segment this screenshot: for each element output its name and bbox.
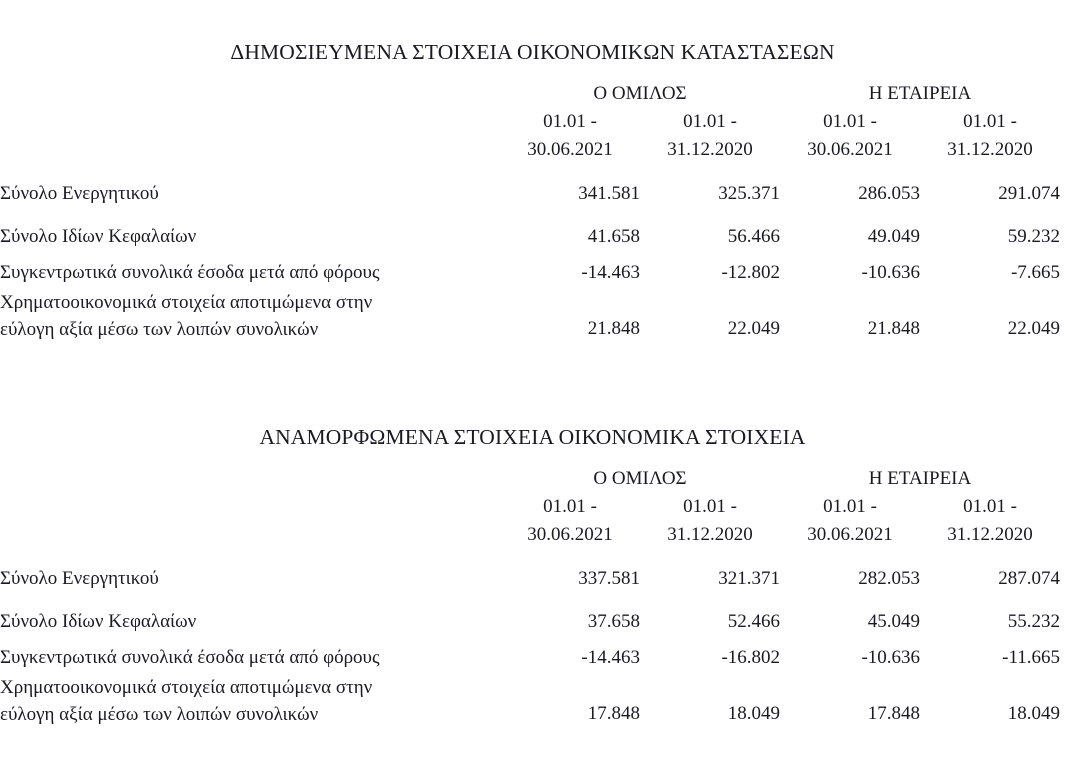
row-value: 56.466: [727, 225, 781, 247]
row-value: 55.232: [1007, 610, 1061, 632]
group-header-spacer: [0, 80, 500, 109]
table-row: [0, 164, 1083, 207]
table-row: [0, 207, 1083, 250]
row-value: 321.371: [718, 567, 781, 589]
group-header-row: [0, 465, 1083, 494]
row-value: 37.658: [587, 610, 640, 632]
table-row: [0, 549, 1083, 592]
period-line2-col4: 31.12.2020: [947, 138, 1033, 160]
row-value: 59.232: [1007, 225, 1061, 247]
period-line1-spacer: [0, 109, 500, 136]
row-value: 22.049: [727, 317, 781, 339]
restated-table-head: [0, 465, 1083, 549]
published-section-title: ΔΗΜΟΣΙΕΥΜΕΝΑ ΣΤΟΙΧΕΙΑ ΟΙΚΟΝΟΜΙΚΩΝ ΚΑΤΑΣΤΑΣΕΩΝ: [230, 40, 835, 64]
group-header-omilos: Ο ΟΜΙΛΟΣ: [593, 83, 687, 105]
row-pad: [1060, 250, 1083, 286]
restated-section-title: ΑΝΑΜΟΡΦΩΜΕΝΑ ΣΤΟΙΧΕΙΑ ΟΙΚΟΝΟΜΙΚΑ ΣΤΟΙΧΕΙΑ: [259, 425, 806, 449]
period-line2-col2: 31.12.2020: [667, 523, 753, 545]
row-pad: [1060, 635, 1083, 671]
period-line2-col1: 30.06.2021: [527, 138, 613, 160]
row-value: -14.463: [581, 646, 640, 668]
restated-financials-section: [0, 425, 1083, 728]
published-table-body: [0, 164, 1083, 343]
row-label-line1: Χρηματοοικονομικά στοιχεία αποτιμώμενα στην: [0, 292, 373, 314]
period-line1-col1: 01.01 -: [543, 110, 597, 132]
row-value: 286.053: [858, 182, 921, 204]
table-row: [0, 592, 1083, 635]
table-row: [0, 671, 1083, 728]
row-value: -11.665: [1002, 646, 1061, 668]
period-line2-spacer: [0, 136, 500, 164]
period-line1-col2: 01.01 -: [683, 110, 737, 132]
group-header-pad: [1060, 465, 1083, 494]
group-header-row: [0, 80, 1083, 109]
row-pad: [1060, 207, 1083, 250]
period-line2-spacer: [0, 521, 500, 549]
row-pad: [1060, 671, 1083, 728]
row-value: -10.636: [861, 646, 921, 668]
row-label-total-assets: Σύνολο Ενεργητικού: [0, 182, 159, 204]
row-value: 287.074: [998, 567, 1061, 589]
period-line1-col3: 01.01 -: [823, 495, 877, 517]
published-financials-section: [0, 40, 1083, 343]
period-line2-pad: [1060, 521, 1083, 549]
restated-table-body: [0, 549, 1083, 728]
period-line1-col4: 01.01 -: [963, 495, 1017, 517]
row-value: -14.463: [581, 261, 640, 283]
row-value: 18.049: [1007, 702, 1061, 724]
row-label-line2: εύλογη αξία μέσω των λοιπών συνολικών: [0, 318, 319, 340]
period-line1-pad: [1060, 494, 1083, 521]
period-header-row-line2: [0, 136, 1083, 164]
row-value: 45.049: [867, 610, 921, 632]
row-value: 21.848: [867, 317, 921, 339]
group-header-etaireia: Η ΕΤΑΙΡΕΙΑ: [868, 83, 972, 105]
row-value: 17.848: [867, 702, 921, 724]
group-header-etaireia: Η ΕΤΑΙΡΕΙΑ: [868, 468, 972, 490]
row-value: 291.074: [998, 182, 1061, 204]
row-value: 22.049: [1007, 317, 1061, 339]
row-pad: [1060, 164, 1083, 207]
period-header-row-line1: [0, 494, 1083, 521]
period-line1-col3: 01.01 -: [823, 110, 877, 132]
row-pad: [1060, 286, 1083, 343]
row-value: 17.848: [587, 702, 640, 724]
row-label-line2: εύλογη αξία μέσω των λοιπών συνολικών: [0, 703, 319, 725]
row-value: -16.802: [721, 646, 781, 668]
row-value: 21.848: [587, 317, 640, 339]
period-line1-spacer: [0, 494, 500, 521]
row-label-line1: Χρηματοοικονομικά στοιχεία αποτιμώμενα στην: [0, 677, 373, 699]
row-label-comprehensive-income: Συγκεντρωτικά συνολικά έσοδα μετά από φόρους: [0, 646, 380, 668]
published-financials-table: [0, 80, 1083, 343]
period-line2-col3: 30.06.2021: [807, 138, 893, 160]
row-label-total-equity: Σύνολο Ιδίων Κεφαλαίων: [0, 610, 197, 632]
row-label-total-equity: Σύνολο Ιδίων Κεφαλαίων: [0, 225, 197, 247]
published-table-head: [0, 80, 1083, 164]
row-label-total-assets: Σύνολο Ενεργητικού: [0, 567, 159, 589]
group-header-omilos: Ο ΟΜΙΛΟΣ: [593, 468, 687, 490]
period-line2-pad: [1060, 136, 1083, 164]
row-label-financial-assets-fair-value: [0, 671, 500, 728]
table-row: [0, 286, 1083, 343]
row-value: 341.581: [578, 182, 640, 204]
row-label-financial-assets-fair-value: [0, 286, 500, 343]
period-line1-col1: 01.01 -: [543, 495, 597, 517]
row-value: 41.658: [587, 225, 640, 247]
table-row: [0, 635, 1083, 671]
period-line2-col4: 31.12.2020: [947, 523, 1033, 545]
period-line1-col4: 01.01 -: [963, 110, 1017, 132]
period-line2-col1: 30.06.2021: [527, 523, 613, 545]
row-value: 337.581: [578, 567, 640, 589]
row-value: 282.053: [858, 567, 921, 589]
period-line2-col3: 30.06.2021: [807, 523, 893, 545]
period-line1-pad: [1060, 109, 1083, 136]
row-label-comprehensive-income: Συγκεντρωτικά συνολικά έσοδα μετά από φόρους: [0, 261, 380, 283]
row-value: -7.665: [1010, 261, 1061, 283]
row-pad: [1060, 592, 1083, 635]
row-value: -10.636: [861, 261, 921, 283]
table-row: [0, 250, 1083, 286]
group-header-spacer: [0, 465, 500, 494]
period-header-row-line1: [0, 109, 1083, 136]
row-value: 325.371: [718, 182, 781, 204]
row-value: 18.049: [727, 702, 781, 724]
row-value: -12.802: [721, 261, 781, 283]
row-value: 49.049: [867, 225, 921, 247]
period-line2-col2: 31.12.2020: [667, 138, 753, 160]
row-value: 52.466: [727, 610, 781, 632]
group-header-pad: [1060, 80, 1083, 109]
restated-financials-table: [0, 465, 1083, 728]
row-pad: [1060, 549, 1083, 592]
period-line1-col2: 01.01 -: [683, 495, 737, 517]
period-header-row-line2: [0, 521, 1083, 549]
